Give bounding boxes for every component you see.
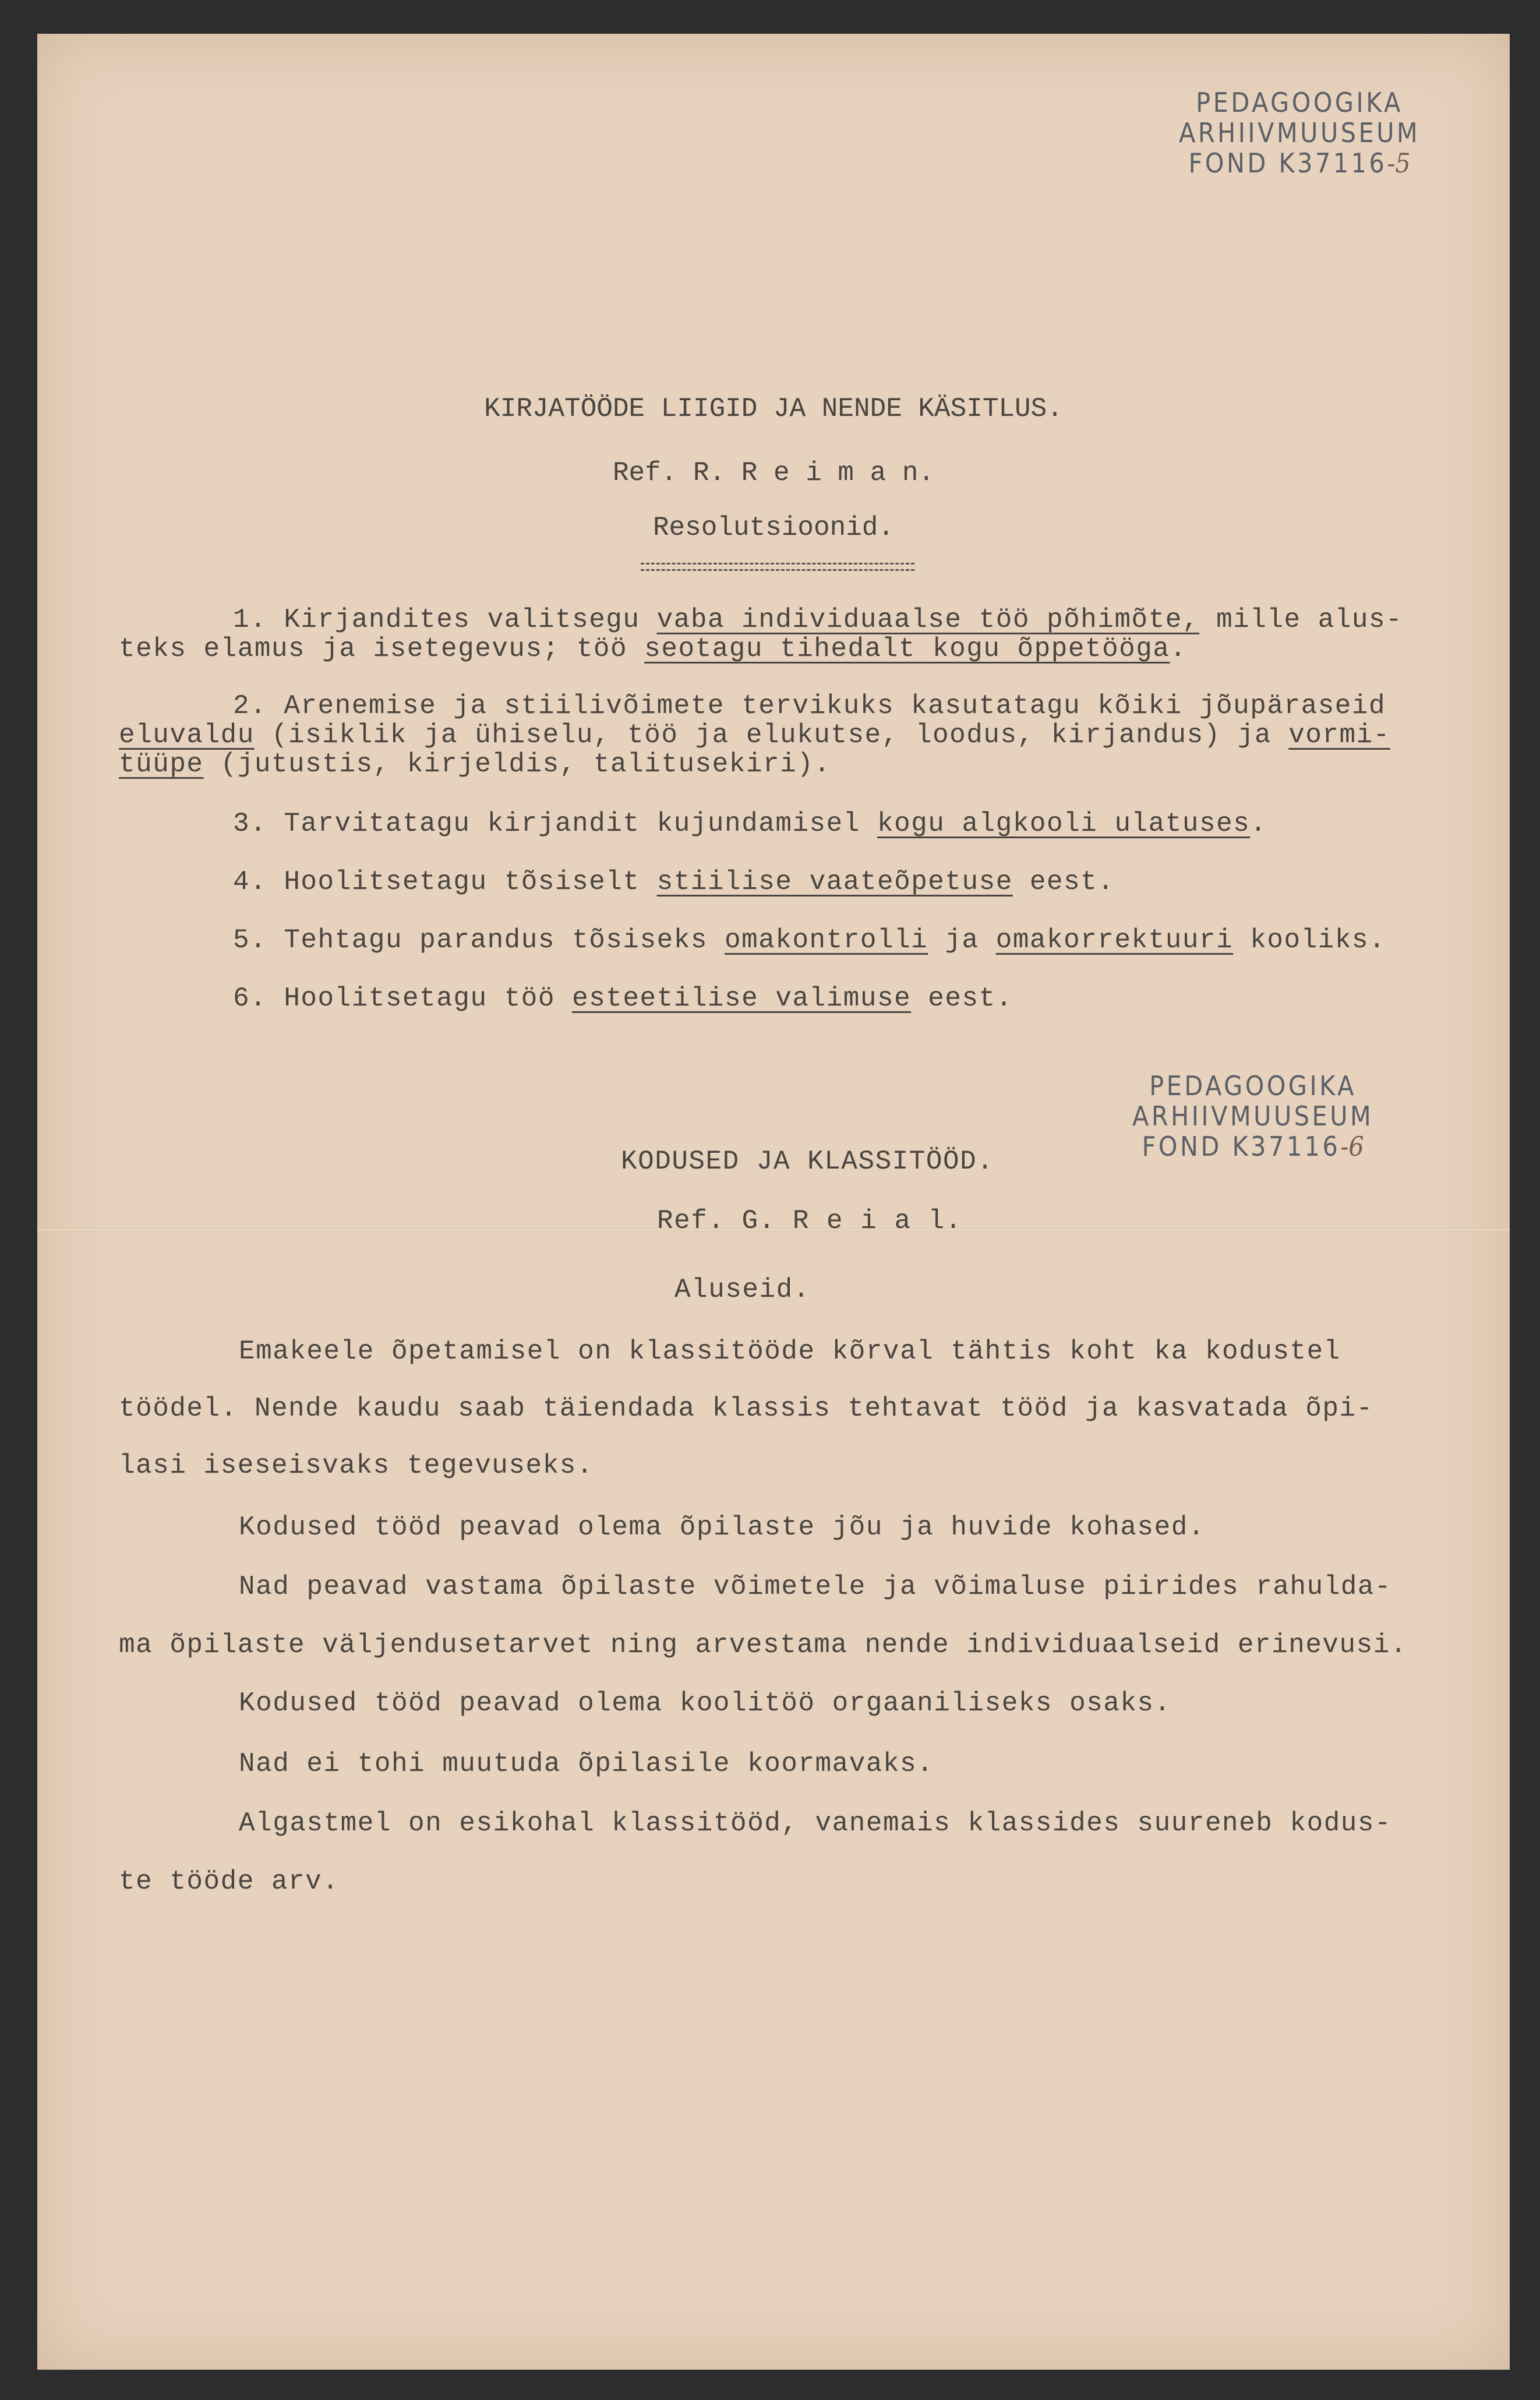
resolution-item-2-cont2: tüüpe (jutustis, kirjeldis, talitusekiri). <box>119 749 831 779</box>
body-line: töödel. Nende kaudu saab täiendada klassis tehtavat tööd ja kasvatada õpi- <box>119 1393 1373 1424</box>
stamp-line: FOND K37116-5 <box>1188 147 1411 179</box>
resolution-item-4: 4. Hoolitsetagu tõsiselt stiilise vaateõpetuse eest. <box>233 867 1115 897</box>
stamp-line: PEDAGOOGIKA <box>1149 1070 1357 1102</box>
body-line: te tööde arv. <box>119 1866 340 1897</box>
section2-title: KODUSED JA KLASSITÖÖD. <box>621 1146 994 1177</box>
stamp-line: ARHIIVMUUSEUM <box>1132 1100 1374 1132</box>
resolution-item-6: 6. Hoolitsetagu töö esteetilise valimuse eest. <box>233 983 1013 1014</box>
handwritten-number: -5 <box>1387 147 1411 179</box>
double-underline <box>641 563 914 571</box>
archive-stamp <box>1179 87 1420 178</box>
body-line: ma õpilaste väljendusetarvet ning arvestama nende individuaalseid erinevusi. <box>119 1630 1407 1660</box>
archive-stamp <box>1132 1071 1373 1162</box>
body-line: Nad peavad vastama õpilaste võimetele ja võimaluse piirides rahulda- <box>239 1572 1392 1602</box>
resolution-item-5: 5. Tehtagu parandus tõsiseks omakontrolli ja omakorrektuuri kooliks. <box>233 925 1386 955</box>
section1-ref: Ref. R. R e i m a n. <box>612 458 935 488</box>
body-line: Kodused tööd peavad olema koolitöö orgaaniliseks osaks. <box>239 1688 1171 1718</box>
body-line: Algastmel on esikohal klassitööd, vanemais klassides suureneb kodus- <box>239 1808 1392 1838</box>
section2-subtitle: Aluseid. <box>674 1275 810 1305</box>
section2-ref: Ref. G. R e i a l. <box>657 1206 962 1236</box>
section1-subtitle: Resolutsioonid. <box>652 513 895 543</box>
stamp-line: PEDAGOOGIKA <box>1196 87 1403 118</box>
resolution-item-2-cont: eluvaldu (isiklik ja ühiselu, töö ja elukutse, loodus, kirjandus) ja vormi- <box>119 720 1390 750</box>
resolution-item-1-cont: teks elamus ja isetegevus; töö seotagu tihedalt kogu õppetööga. <box>119 634 1187 664</box>
resolution-item-3: 3. Tarvitatagu kirjandit kujundamisel kogu algkooli ulatuses. <box>233 809 1267 839</box>
handwritten-number: -6 <box>1340 1131 1364 1162</box>
resolution-item-1: 1. Kirjandites valitsegu vaba individuaalse töö põhimõte, mille alus- <box>233 605 1403 635</box>
stamp-line: ARHIIVMUUSEUM <box>1179 117 1421 149</box>
section1-title: KIRJATÖÖDE LIIGID JA NENDE KÄSITLUS. <box>484 394 1063 424</box>
body-line: Emakeele õpetamisel on klassitööde kõrval tähtis koht ka kodustel <box>239 1336 1341 1367</box>
resolution-item-2: 2. Arenemise ja stiilivõimete tervikuks kasutatagu kõiki jõupäraseid <box>233 691 1386 721</box>
body-line: Nad ei tohi muutuda õpilasile koormavaks. <box>239 1749 934 1779</box>
stamp-line: FOND K37116-6 <box>1142 1131 1364 1162</box>
body-line: lasi iseseisvaks tegevuseks. <box>119 1450 594 1481</box>
document-page <box>37 34 1510 2370</box>
body-line: Kodused tööd peavad olema õpilaste jõu ja huvide kohased. <box>239 1512 1205 1543</box>
